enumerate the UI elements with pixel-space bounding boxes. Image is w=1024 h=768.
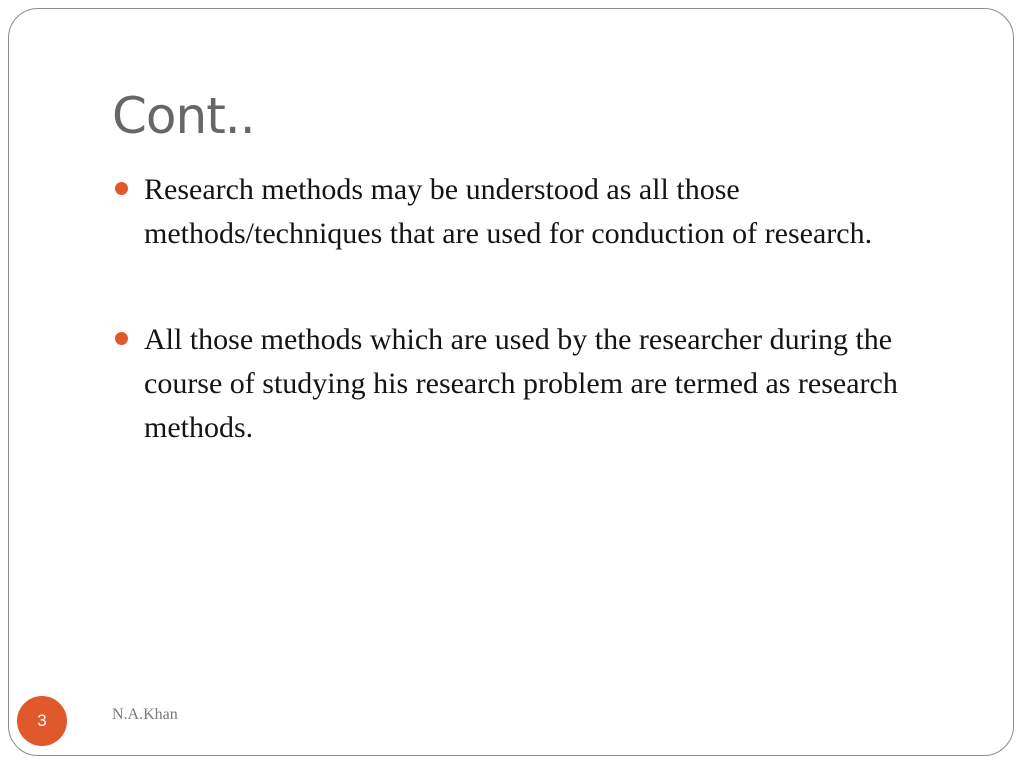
bullet-list [144, 168, 964, 512]
bullet-dot-icon [115, 332, 128, 345]
footer-author: N.A.Khan [112, 706, 178, 723]
bullet-text: Research methods may be understood as all those methods/techniques that are used for conduction of research. [144, 173, 873, 250]
bullet-item [144, 168, 964, 256]
page-number-badge: 3 [17, 696, 67, 746]
slide-title: Cont.. [112, 87, 255, 145]
bullet-dot-icon [115, 182, 128, 195]
bullet-text: All those methods which are used by the researcher during the course of studying his research problem are termed as research methods. [144, 323, 898, 444]
bullet-item [144, 318, 964, 450]
